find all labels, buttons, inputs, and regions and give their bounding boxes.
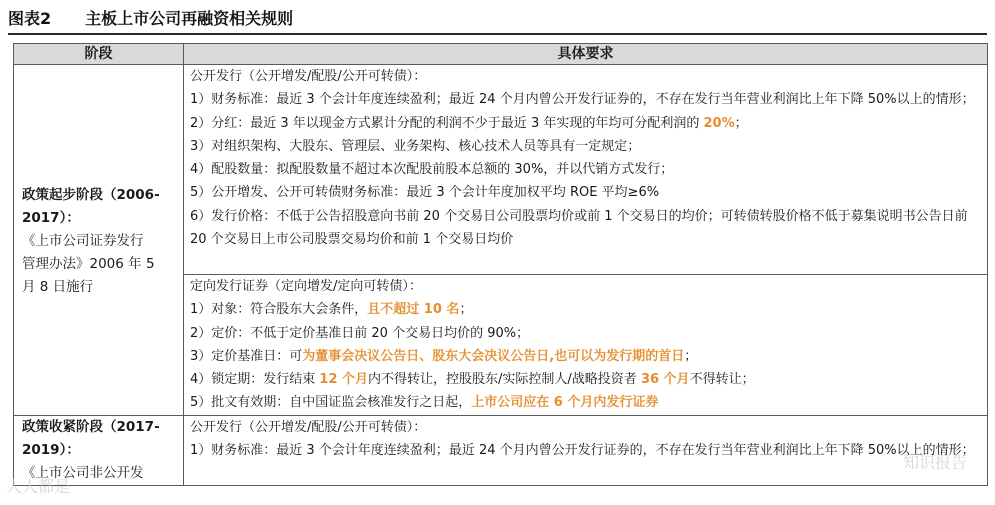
stage-desc-line: 管理办法》2006 年 5 — [22, 256, 155, 273]
stage-period: 2019）： — [22, 441, 80, 458]
requirement-item: 6）发行价格：不低于公告招股意向书前 20 个交易日公司股票均价或前 1 个交易日的均价；可转债转股价格不低于募集说明书公告日前 20 个交易日上市公司股票交易均价和前 1 个交易日均价 — [190, 208, 968, 248]
table-row — [14, 415, 988, 485]
stage-cell-1 — [14, 65, 184, 416]
stage-name: 政策起步阶段（2006- — [22, 187, 160, 204]
requirement-item: 4）锁定期：发行结束 12 个月内不得转让，控股股东/实际控制人/战略投资者 36 个月不得转让； — [190, 372, 755, 388]
public-issue-cell — [184, 65, 988, 275]
highlight-text: 12 个月 — [319, 372, 369, 388]
stage-desc-line: 月 8 日施行 — [22, 279, 94, 296]
requirement-item: 4）配股数量：拟配股数量不超过本次配股前股本总额的 30%，并以代销方式发行； — [190, 162, 674, 178]
figure-number: 图表2 — [8, 9, 52, 28]
stage-name: 政策收紧阶段（2017- — [22, 418, 160, 435]
figure-title — [8, 6, 293, 29]
requirement-item: 5）公开增发、公开可转债财务标准：最近 3 个会计年度加权平均 ROE 平均≥6% — [190, 185, 660, 201]
requirement-item: 5）批文有效期：自中国证监会核准发行之日起，上市公司应在 6 个月内发行证券 — [190, 395, 659, 411]
watermark-right: 知识报告 — [902, 453, 967, 472]
title-rule — [8, 33, 987, 35]
rules-table — [13, 43, 988, 486]
requirement-item: 1）财务标准：最近 3 个会计年度连续盈利；最近 24 个月内曾公开发行证券的，不存在发行当年营业利润比上年下降 50%以上的情形； — [190, 92, 975, 108]
stage-period: 2017）： — [22, 210, 80, 227]
highlight-text: 20% — [703, 115, 735, 131]
section-heading: 公开发行（公开增发/配股/公开可转债）： — [190, 419, 427, 435]
requirement-item: 3）定价基准日：可为董事会决议公告日、股东大会决议公告日,也可以为发行期的首日； — [190, 348, 698, 364]
stage-desc-line: 《上市公司证券发行 — [22, 233, 144, 250]
highlight-text: 36 个月 — [640, 372, 690, 388]
watermark-left: 人人都是 — [6, 477, 71, 496]
highlight-text: 为董事会决议公告日、股东大会决议公告日,也可以为发行期的首日 — [302, 348, 685, 364]
requirement-item: 3）对组织架构、大股东、管理层、业务架构、核心技术人员等具有一定规定； — [190, 138, 641, 154]
figure-title-text: 主板上市公司再融资相关规则 — [85, 9, 294, 28]
public-issue-cell — [184, 415, 988, 485]
header-requirements: 具体要求 — [184, 44, 988, 65]
stage-desc-line: 《上市公司非公开发 — [22, 464, 144, 481]
requirement-item: 2）定价：不低于定价基准日前 20 个交易日均价的 90%； — [190, 325, 530, 341]
section-heading: 公开发行（公开增发/配股/公开可转债）： — [190, 69, 427, 84]
requirement-item: 1）对象：符合股东大会条件，且不超过 10 名； — [190, 302, 473, 318]
table-header-row — [14, 44, 988, 65]
table-row — [14, 65, 988, 275]
requirement-item: 1）财务标准：最近 3 个会计年度连续盈利；最近 24 个月内曾公开发行证券的，不存在发行当年营业利润比上年下降 50%以上的情形； — [190, 443, 975, 459]
highlight-text: 上市公司应在 6 个月内发行证券 — [471, 395, 659, 411]
requirement-item: 2）分红：最近 3 年以现金方式累计分配的利润不少于最近 3 年实现的年均可分配利润的 20%； — [190, 115, 748, 131]
private-issue-cell — [184, 275, 988, 416]
header-stage: 阶段 — [14, 44, 184, 65]
section-heading: 定向发行证券（定向增发/定向可转债）： — [190, 279, 422, 294]
highlight-text: 且不超过 10 名 — [367, 302, 460, 318]
